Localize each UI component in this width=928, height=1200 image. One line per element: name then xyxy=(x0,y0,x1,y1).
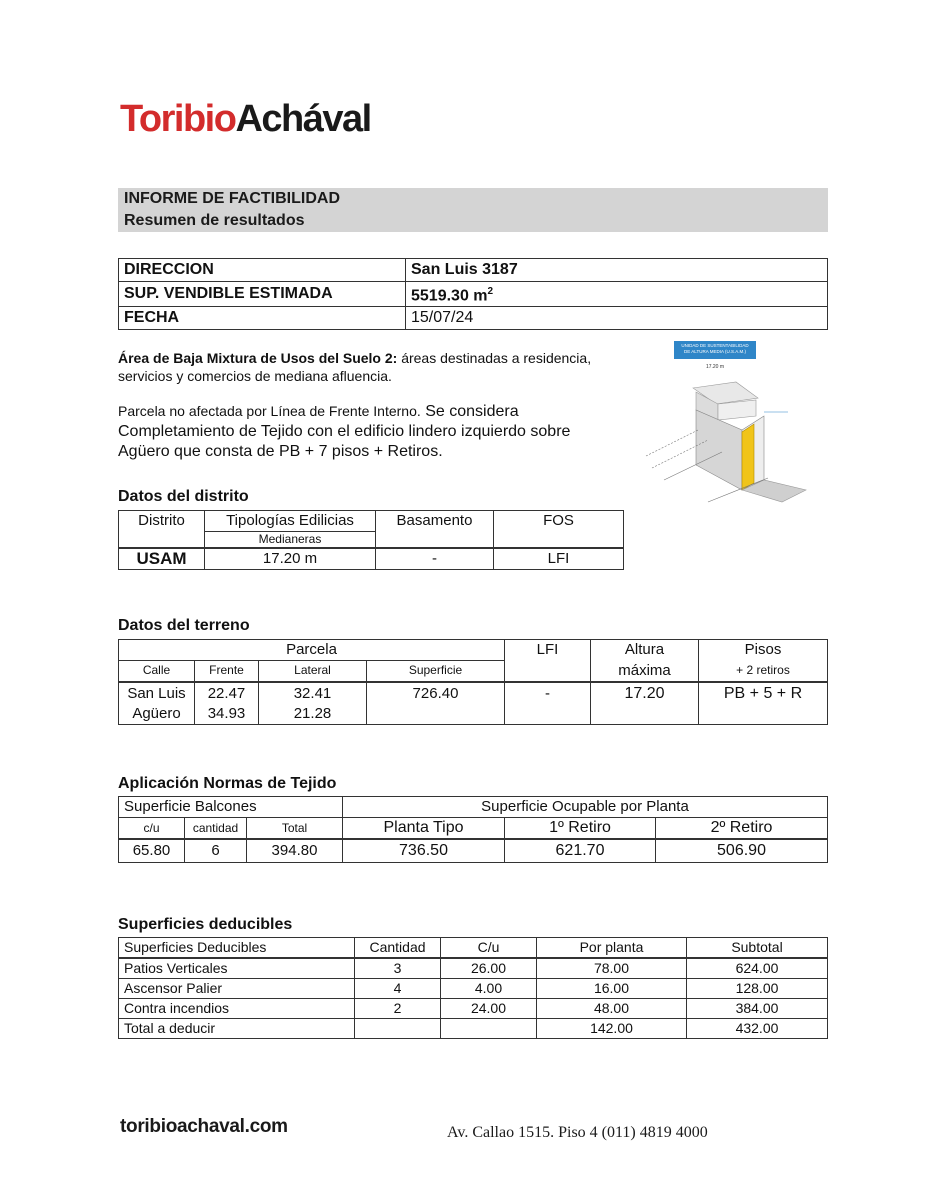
cu-value: 24.00 xyxy=(441,999,537,1019)
calle-value: Agüero xyxy=(132,704,181,722)
lateral-value: 21.28 xyxy=(293,704,332,722)
por-planta-value: 16.00 xyxy=(537,979,687,999)
cu-header: C/u xyxy=(441,938,537,959)
empty-cell xyxy=(441,1019,537,1039)
section-title-tejido: Aplicación Normas de Tejido xyxy=(118,775,337,792)
calle-values xyxy=(119,682,195,725)
zoning-line-1 xyxy=(118,349,591,367)
diagram-label-height: 17.20 m xyxy=(705,364,725,370)
sup-vendible-unit-exponent: 2 xyxy=(487,286,494,297)
concepto-value: Contra incendios xyxy=(119,999,355,1019)
superficie-value: 726.40 xyxy=(367,682,505,725)
table-row xyxy=(119,282,828,307)
fos-header: FOS xyxy=(494,511,624,532)
basamento-value: - xyxy=(376,548,494,570)
cu-value: 4.00 xyxy=(441,979,537,999)
zoning-name: Área de Baja Mixtura de Usos del Suelo 2: xyxy=(118,350,398,366)
section-title-deducibles: Superficies deducibles xyxy=(118,916,293,933)
table-row xyxy=(119,1019,828,1039)
ocupable-header: Superficie Ocupable por Planta xyxy=(343,797,828,818)
por-planta-value: 78.00 xyxy=(537,958,687,979)
total-label: Total a deducir xyxy=(119,1019,355,1039)
pisos-subheader: + 2 retiros xyxy=(699,661,828,682)
table-row xyxy=(119,682,828,725)
concepto-header: Superficies Deducibles xyxy=(119,938,355,959)
frente-value: 34.93 xyxy=(207,704,246,722)
empty-cell xyxy=(494,532,624,549)
logo-text-part1: Toribio xyxy=(120,98,236,140)
parcel-consider: Se considera xyxy=(420,403,519,420)
altura-header-line1: Altura xyxy=(591,640,699,661)
brand-logo xyxy=(120,98,371,141)
altura-value: 17.20 xyxy=(591,682,699,725)
table-row xyxy=(119,797,828,818)
parcel-line-3: Agüero que consta de PB + 7 pisos + Retiros. xyxy=(118,443,443,460)
cu-value: 26.00 xyxy=(441,958,537,979)
table-row xyxy=(119,938,828,959)
section-title-distrito: Datos del distrito xyxy=(118,488,249,505)
logo-text-part2: Achával xyxy=(235,98,371,140)
table-row xyxy=(119,999,828,1019)
empty-cell xyxy=(376,532,494,549)
superficie-header: Superficie xyxy=(367,661,505,682)
summary-table xyxy=(118,258,828,330)
fos-value: LFI xyxy=(494,548,624,570)
table-row xyxy=(119,958,828,979)
calle-value: San Luis xyxy=(127,684,186,702)
zoning-description xyxy=(118,349,591,385)
parcel-lfi-note: Parcela no afectada por Línea de Frente Interno. xyxy=(118,403,421,419)
direccion-value: San Luis 3187 xyxy=(406,259,828,282)
diagram-label-title2: DE ALTURA MEDIA (U.S.A.M.) xyxy=(684,349,746,354)
por-planta-header: Por planta xyxy=(537,938,687,959)
frente-value: 22.47 xyxy=(207,684,246,702)
balcon-cantidad-value: 6 xyxy=(185,839,247,863)
distrito-value: USAM xyxy=(119,548,205,570)
retiro2-value: 506.90 xyxy=(656,839,828,863)
balcon-total-value: 394.80 xyxy=(247,839,343,863)
total-subtotal-value: 432.00 xyxy=(687,1019,828,1039)
lateral-values xyxy=(259,682,367,725)
table-row xyxy=(119,532,624,549)
table-row xyxy=(119,661,828,682)
table-row xyxy=(119,307,828,330)
terreno-table xyxy=(118,639,828,725)
table-row xyxy=(119,511,624,532)
section-title-terreno: Datos del terreno xyxy=(118,617,250,634)
subtotal-header: Subtotal xyxy=(687,938,828,959)
parcel-line-1 xyxy=(118,402,570,422)
diagram-line xyxy=(646,430,698,456)
footer-website: toribioachaval.com xyxy=(120,1116,288,1137)
subtotal-value: 624.00 xyxy=(687,958,828,979)
medianeras-header: Medianeras xyxy=(205,532,376,549)
zoning-detail: áreas destinadas a residencia, xyxy=(397,350,592,366)
report-subtitle: Resumen de resultados xyxy=(124,212,305,229)
lateral-header: Lateral xyxy=(259,661,367,682)
diagram-adjacent-building xyxy=(742,424,754,490)
fecha-value: 15/07/24 xyxy=(406,307,828,330)
sup-vendible-cell xyxy=(406,282,828,307)
fecha-label: FECHA xyxy=(119,307,406,330)
table-row xyxy=(119,259,828,282)
table-row xyxy=(119,548,624,570)
report-title: INFORME DE FACTIBILIDAD xyxy=(124,190,340,207)
por-planta-value: 48.00 xyxy=(537,999,687,1019)
cantidad-value: 3 xyxy=(355,958,441,979)
subtotal-value: 384.00 xyxy=(687,999,828,1019)
tipologias-header: Tipologías Edilicias xyxy=(205,511,376,532)
footer-address: Av. Callao 1515. Piso 4 (011) 4819 4000 xyxy=(447,1124,708,1141)
distrito-header: Distrito xyxy=(119,511,205,532)
empty-cell xyxy=(505,661,591,682)
altura-header-line2: máxima xyxy=(591,661,699,682)
lateral-value: 32.41 xyxy=(293,684,332,702)
pisos-value: PB + 5 + R xyxy=(699,682,828,725)
medianeras-value: 17.20 m xyxy=(205,548,376,570)
diagram-label-title1: UNIDAD DE SUSTENTABILIDAD xyxy=(681,343,749,348)
direccion-label: DIRECCION xyxy=(119,259,406,282)
table-row xyxy=(119,818,828,840)
diagram-block-side xyxy=(696,410,742,490)
parcel-description xyxy=(118,402,570,462)
lfi-header: LFI xyxy=(505,640,591,661)
parcel-line-2: Completamiento de Tejido con el edificio lindero izquierdo sobre xyxy=(118,423,571,440)
report-header xyxy=(118,188,828,232)
parcela-header: Parcela xyxy=(119,640,505,661)
table-row xyxy=(119,839,828,863)
building-volume-diagram xyxy=(638,340,828,515)
distrito-table xyxy=(118,510,624,570)
cantidad-value: 2 xyxy=(355,999,441,1019)
tejido-table xyxy=(118,796,828,863)
frente-values xyxy=(195,682,259,725)
retiro1-value: 621.70 xyxy=(505,839,656,863)
table-row xyxy=(119,979,828,999)
empty-cell xyxy=(355,1019,441,1039)
balcones-header: Superficie Balcones xyxy=(119,797,343,818)
pisos-header: Pisos xyxy=(699,640,828,661)
concepto-value: Patios Verticales xyxy=(119,958,355,979)
planta-tipo-value: 736.50 xyxy=(343,839,505,863)
balcon-cu-value: 65.80 xyxy=(119,839,185,863)
sup-vendible-value: 5519.30 m xyxy=(411,287,488,305)
retiro2-header: 2º Retiro xyxy=(656,818,828,840)
total-header: Total xyxy=(247,818,343,840)
subtotal-value: 128.00 xyxy=(687,979,828,999)
table-row xyxy=(119,640,828,661)
cantidad-value: 4 xyxy=(355,979,441,999)
calle-header: Calle xyxy=(119,661,195,682)
frente-header: Frente xyxy=(195,661,259,682)
total-por-planta-value: 142.00 xyxy=(537,1019,687,1039)
basamento-header: Basamento xyxy=(376,511,494,532)
planta-tipo-header: Planta Tipo xyxy=(343,818,505,840)
zoning-line-2: servicios y comercios de mediana afluencia. xyxy=(118,368,392,384)
cantidad-header: cantidad xyxy=(185,818,247,840)
concepto-value: Ascensor Palier xyxy=(119,979,355,999)
empty-cell xyxy=(119,532,205,549)
lfi-value: - xyxy=(505,682,591,725)
cantidad-header: Cantidad xyxy=(355,938,441,959)
sup-vendible-label: SUP. VENDIBLE ESTIMADA xyxy=(119,282,406,307)
retiro1-header: 1º Retiro xyxy=(505,818,656,840)
cu-header: c/u xyxy=(119,818,185,840)
deducibles-table xyxy=(118,937,828,1039)
